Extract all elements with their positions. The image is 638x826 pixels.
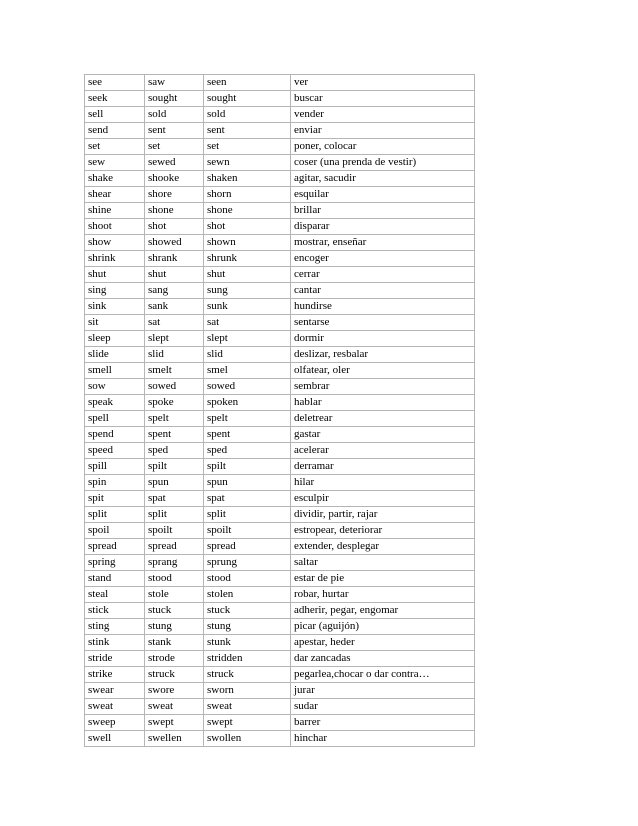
base-form-cell: sleep: [85, 331, 145, 347]
translation-cell: deslizar, resbalar: [291, 347, 475, 363]
table-row: [85, 331, 475, 347]
translation-cell: coser (una prenda de vestir): [291, 155, 475, 171]
past-simple-cell: stuck: [145, 603, 204, 619]
past-simple-cell: sat: [145, 315, 204, 331]
past-simple-cell: spelt: [145, 411, 204, 427]
past-participle-cell: spilt: [204, 459, 291, 475]
past-participle-cell: sweat: [204, 699, 291, 715]
table-row: [85, 683, 475, 699]
past-participle-cell: struck: [204, 667, 291, 683]
base-form-cell: stink: [85, 635, 145, 651]
base-form-cell: sow: [85, 379, 145, 395]
table-row: [85, 715, 475, 731]
translation-cell: dividir, partir, rajar: [291, 507, 475, 523]
base-form-cell: send: [85, 123, 145, 139]
past-simple-cell: swept: [145, 715, 204, 731]
past-participle-cell: shot: [204, 219, 291, 235]
table-row: [85, 635, 475, 651]
base-form-cell: show: [85, 235, 145, 251]
base-form-cell: split: [85, 507, 145, 523]
translation-cell: gastar: [291, 427, 475, 443]
past-simple-cell: slid: [145, 347, 204, 363]
past-simple-cell: saw: [145, 75, 204, 91]
past-participle-cell: sent: [204, 123, 291, 139]
translation-cell: saltar: [291, 555, 475, 571]
table-row: [85, 427, 475, 443]
translation-cell: disparar: [291, 219, 475, 235]
past-simple-cell: spoke: [145, 395, 204, 411]
table-row: [85, 507, 475, 523]
past-simple-cell: shooke: [145, 171, 204, 187]
translation-cell: enviar: [291, 123, 475, 139]
table-row: [85, 523, 475, 539]
base-form-cell: shoot: [85, 219, 145, 235]
past-simple-cell: shone: [145, 203, 204, 219]
past-simple-cell: spilt: [145, 459, 204, 475]
table-row: [85, 571, 475, 587]
table-row: [85, 107, 475, 123]
base-form-cell: sink: [85, 299, 145, 315]
past-simple-cell: struck: [145, 667, 204, 683]
translation-cell: barrer: [291, 715, 475, 731]
base-form-cell: shake: [85, 171, 145, 187]
table-row: [85, 395, 475, 411]
translation-cell: robar, hurtar: [291, 587, 475, 603]
table-row: [85, 475, 475, 491]
table-row: [85, 443, 475, 459]
past-simple-cell: swore: [145, 683, 204, 699]
past-simple-cell: swellen: [145, 731, 204, 747]
base-form-cell: shear: [85, 187, 145, 203]
past-simple-cell: stole: [145, 587, 204, 603]
past-simple-cell: stung: [145, 619, 204, 635]
translation-cell: olfatear, oler: [291, 363, 475, 379]
base-form-cell: sit: [85, 315, 145, 331]
table-row: [85, 75, 475, 91]
table-row: [85, 187, 475, 203]
past-simple-cell: spoilt: [145, 523, 204, 539]
translation-cell: estropear, deteriorar: [291, 523, 475, 539]
past-simple-cell: spread: [145, 539, 204, 555]
base-form-cell: shine: [85, 203, 145, 219]
base-form-cell: swear: [85, 683, 145, 699]
past-simple-cell: smelt: [145, 363, 204, 379]
past-participle-cell: sowed: [204, 379, 291, 395]
table-row: [85, 299, 475, 315]
past-simple-cell: showed: [145, 235, 204, 251]
base-form-cell: swell: [85, 731, 145, 747]
past-participle-cell: slept: [204, 331, 291, 347]
past-simple-cell: sped: [145, 443, 204, 459]
past-participle-cell: stridden: [204, 651, 291, 667]
translation-cell: cantar: [291, 283, 475, 299]
past-participle-cell: spread: [204, 539, 291, 555]
base-form-cell: speak: [85, 395, 145, 411]
past-participle-cell: shut: [204, 267, 291, 283]
past-participle-cell: set: [204, 139, 291, 155]
base-form-cell: steal: [85, 587, 145, 603]
translation-cell: esculpir: [291, 491, 475, 507]
table-row: [85, 603, 475, 619]
past-participle-cell: split: [204, 507, 291, 523]
translation-cell: agitar, sacudir: [291, 171, 475, 187]
base-form-cell: smell: [85, 363, 145, 379]
base-form-cell: slide: [85, 347, 145, 363]
table-row: [85, 123, 475, 139]
table-row: [85, 155, 475, 171]
past-simple-cell: shore: [145, 187, 204, 203]
translation-cell: sentarse: [291, 315, 475, 331]
table-row: [85, 411, 475, 427]
translation-cell: poner, colocar: [291, 139, 475, 155]
past-participle-cell: spun: [204, 475, 291, 491]
table-row: [85, 171, 475, 187]
translation-cell: encoger: [291, 251, 475, 267]
table-row: [85, 731, 475, 747]
base-form-cell: spit: [85, 491, 145, 507]
past-simple-cell: spent: [145, 427, 204, 443]
base-form-cell: set: [85, 139, 145, 155]
table-row: [85, 363, 475, 379]
past-participle-cell: stunk: [204, 635, 291, 651]
translation-cell: dar zancadas: [291, 651, 475, 667]
base-form-cell: spell: [85, 411, 145, 427]
base-form-cell: spring: [85, 555, 145, 571]
past-participle-cell: stood: [204, 571, 291, 587]
past-participle-cell: shorn: [204, 187, 291, 203]
past-participle-cell: spoilt: [204, 523, 291, 539]
translation-cell: pegarlea,chocar o dar contra…: [291, 667, 475, 683]
past-simple-cell: shrank: [145, 251, 204, 267]
past-simple-cell: sought: [145, 91, 204, 107]
base-form-cell: spill: [85, 459, 145, 475]
past-simple-cell: spat: [145, 491, 204, 507]
past-simple-cell: sold: [145, 107, 204, 123]
translation-cell: hinchar: [291, 731, 475, 747]
base-form-cell: see: [85, 75, 145, 91]
translation-cell: dormir: [291, 331, 475, 347]
past-participle-cell: stuck: [204, 603, 291, 619]
translation-cell: adherir, pegar, engomar: [291, 603, 475, 619]
translation-cell: sembrar: [291, 379, 475, 395]
translation-cell: buscar: [291, 91, 475, 107]
past-simple-cell: sank: [145, 299, 204, 315]
table-row: [85, 667, 475, 683]
past-participle-cell: spat: [204, 491, 291, 507]
translation-cell: hilar: [291, 475, 475, 491]
past-participle-cell: sat: [204, 315, 291, 331]
base-form-cell: sting: [85, 619, 145, 635]
past-simple-cell: strode: [145, 651, 204, 667]
past-simple-cell: sent: [145, 123, 204, 139]
past-participle-cell: shone: [204, 203, 291, 219]
base-form-cell: seek: [85, 91, 145, 107]
base-form-cell: sweep: [85, 715, 145, 731]
base-form-cell: sweat: [85, 699, 145, 715]
table-row: [85, 491, 475, 507]
past-participle-cell: spelt: [204, 411, 291, 427]
past-participle-cell: shown: [204, 235, 291, 251]
past-participle-cell: seen: [204, 75, 291, 91]
past-participle-cell: shrunk: [204, 251, 291, 267]
past-participle-cell: sung: [204, 283, 291, 299]
translation-cell: sudar: [291, 699, 475, 715]
base-form-cell: stride: [85, 651, 145, 667]
translation-cell: mostrar, enseñar: [291, 235, 475, 251]
past-participle-cell: stung: [204, 619, 291, 635]
past-participle-cell: stolen: [204, 587, 291, 603]
base-form-cell: sell: [85, 107, 145, 123]
base-form-cell: sing: [85, 283, 145, 299]
past-participle-cell: slid: [204, 347, 291, 363]
translation-cell: brillar: [291, 203, 475, 219]
past-participle-cell: spent: [204, 427, 291, 443]
irregular-verbs-table: [84, 74, 475, 747]
past-participle-cell: sworn: [204, 683, 291, 699]
table-row: [85, 459, 475, 475]
table-row: [85, 251, 475, 267]
past-simple-cell: shut: [145, 267, 204, 283]
past-participle-cell: sought: [204, 91, 291, 107]
past-simple-cell: stank: [145, 635, 204, 651]
past-simple-cell: sang: [145, 283, 204, 299]
past-participle-cell: smel: [204, 363, 291, 379]
translation-cell: deletrear: [291, 411, 475, 427]
translation-cell: hundirse: [291, 299, 475, 315]
past-participle-cell: sewn: [204, 155, 291, 171]
translation-cell: jurar: [291, 683, 475, 699]
past-participle-cell: spoken: [204, 395, 291, 411]
table-row: [85, 267, 475, 283]
past-simple-cell: stood: [145, 571, 204, 587]
past-simple-cell: sprang: [145, 555, 204, 571]
past-simple-cell: set: [145, 139, 204, 155]
table-row: [85, 91, 475, 107]
translation-cell: apestar, heder: [291, 635, 475, 651]
base-form-cell: shrink: [85, 251, 145, 267]
table-row: [85, 555, 475, 571]
base-form-cell: sew: [85, 155, 145, 171]
base-form-cell: spin: [85, 475, 145, 491]
translation-cell: acelerar: [291, 443, 475, 459]
past-simple-cell: spun: [145, 475, 204, 491]
base-form-cell: spread: [85, 539, 145, 555]
table-row: [85, 219, 475, 235]
base-form-cell: spend: [85, 427, 145, 443]
base-form-cell: spoil: [85, 523, 145, 539]
translation-cell: cerrar: [291, 267, 475, 283]
past-participle-cell: swollen: [204, 731, 291, 747]
table-row: [85, 651, 475, 667]
past-simple-cell: slept: [145, 331, 204, 347]
verb-table-body: [85, 75, 475, 747]
base-form-cell: shut: [85, 267, 145, 283]
past-simple-cell: shot: [145, 219, 204, 235]
table-row: [85, 139, 475, 155]
past-simple-cell: split: [145, 507, 204, 523]
table-row: [85, 379, 475, 395]
base-form-cell: stand: [85, 571, 145, 587]
past-simple-cell: sweat: [145, 699, 204, 715]
past-participle-cell: sunk: [204, 299, 291, 315]
table-row: [85, 235, 475, 251]
table-row: [85, 699, 475, 715]
past-participle-cell: sprung: [204, 555, 291, 571]
translation-cell: hablar: [291, 395, 475, 411]
translation-cell: ver: [291, 75, 475, 91]
translation-cell: picar (aguijón): [291, 619, 475, 635]
translation-cell: estar de pie: [291, 571, 475, 587]
translation-cell: extender, desplegar: [291, 539, 475, 555]
translation-cell: vender: [291, 107, 475, 123]
past-participle-cell: sold: [204, 107, 291, 123]
table-row: [85, 539, 475, 555]
translation-cell: esquilar: [291, 187, 475, 203]
past-simple-cell: sowed: [145, 379, 204, 395]
table-row: [85, 315, 475, 331]
past-participle-cell: swept: [204, 715, 291, 731]
table-row: [85, 587, 475, 603]
table-row: [85, 347, 475, 363]
base-form-cell: stick: [85, 603, 145, 619]
base-form-cell: strike: [85, 667, 145, 683]
table-row: [85, 619, 475, 635]
past-participle-cell: sped: [204, 443, 291, 459]
table-row: [85, 203, 475, 219]
base-form-cell: speed: [85, 443, 145, 459]
past-participle-cell: shaken: [204, 171, 291, 187]
past-simple-cell: sewed: [145, 155, 204, 171]
translation-cell: derramar: [291, 459, 475, 475]
table-row: [85, 283, 475, 299]
